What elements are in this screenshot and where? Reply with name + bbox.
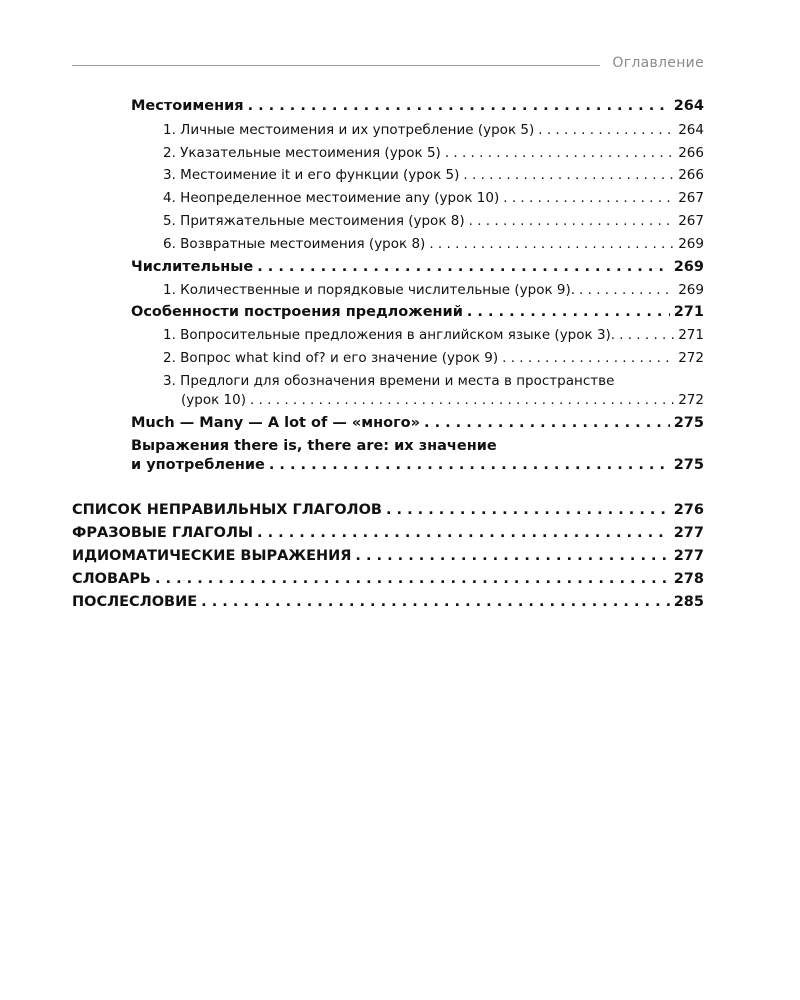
toc-entry[interactable] [72,592,704,612]
toc-entry-title: ИДИОМАТИЧЕСКИЕ ВЫРАЖЕНИЯ [72,548,352,564]
toc-entry[interactable] [72,546,704,566]
toc-entry[interactable] [163,280,704,300]
toc-entry-title-line1[interactable]: Выражения there is, there are: их значение [131,438,497,454]
toc-entry-page: 266 [678,145,704,161]
toc-entry-page: 272 [678,392,704,408]
leader-dots [257,257,669,277]
toc-entry[interactable] [181,390,704,410]
toc-entry-page: 277 [673,548,704,564]
toc-entry[interactable] [163,211,704,231]
toc-entry-page: 271 [678,327,704,343]
toc-entry[interactable] [72,523,704,543]
leader-dots [503,188,674,208]
toc-entry-title: ПОСЛЕСЛОВИЕ [72,594,198,610]
toc-entry-page: 278 [673,571,704,587]
toc-entry-page: 271 [673,304,704,320]
toc-entry-page: 269 [678,282,704,298]
toc-entry-title: 2. Указательные местоимения (урок 5) [163,145,441,161]
leader-dots [155,569,670,589]
toc-entry[interactable] [163,165,704,185]
toc-entry-title: 1. Личные местоимения и их употребление (урок 5) [163,122,535,138]
toc-entry-page: 272 [678,350,704,366]
toc-entry-title: Особенности построения предложений [131,304,463,320]
leader-dots [201,592,670,612]
toc-entry-title-line1[interactable]: 3. Предлоги для обозначения времени и места в пространстве [163,373,615,389]
toc-entry-page: 267 [678,190,704,206]
toc-entry[interactable] [163,188,704,208]
toc-entry-page: 269 [678,236,704,252]
leader-dots [467,302,670,322]
toc-entry[interactable] [131,413,704,433]
toc-entry[interactable] [163,143,704,163]
leader-dots [469,211,675,231]
toc-entry-page: 264 [673,98,704,114]
toc-entry-page: 266 [678,167,704,183]
toc-entry[interactable] [131,257,704,277]
toc-entry-page: 277 [673,525,704,541]
toc-entry-title: 1. Количественные и порядковые числительные (урок 9). [163,282,576,298]
running-header-title: Оглавление [612,55,704,71]
toc-entry[interactable] [72,569,704,589]
leader-dots [445,143,674,163]
toc-entry[interactable] [163,348,704,368]
leader-dots [257,523,670,543]
leader-dots [386,500,670,520]
toc-entry-title: 2. Вопрос what kind of? и его значение (урок 9) [163,350,499,366]
toc-entry-page: 276 [673,502,704,518]
toc-entry-page: 269 [673,259,704,275]
leader-dots [429,234,674,254]
leader-dots [579,280,674,300]
leader-dots [424,413,670,433]
toc-entry-title: 4. Неопределенное местоимение any (урок 10) [163,190,500,206]
toc-entry-page: 285 [673,594,704,610]
toc-entry-page: 275 [673,415,704,431]
toc-entry-title: ФРАЗОВЫЕ ГЛАГОЛЫ [72,525,254,541]
toc-entry[interactable] [131,455,704,475]
leader-dots [269,455,670,475]
toc-entry[interactable] [131,96,704,116]
toc-entry[interactable] [131,302,704,322]
toc-entry-title: 1. Вопросительные предложения в английском языке (урок 3). [163,327,616,343]
toc-entry-title: Much — Many — A lot of — «много» [131,415,421,431]
toc-entry-title: 3. Местоимение it и его функции (урок 5) [163,167,460,183]
toc-entry[interactable] [72,500,704,520]
toc-entry-title: (урок 10) [181,392,246,408]
toc-entry-title: 6. Возвратные местоимения (урок 8) [163,236,426,252]
toc-entry-page: 275 [673,457,704,473]
toc-entry-title: 5. Притяжательные местоимения (урок 8) [163,213,465,229]
toc-entry-page: 267 [678,213,704,229]
leader-dots [355,546,669,566]
leader-dots [538,120,674,140]
toc-entry-page: 264 [678,122,704,138]
toc-entry-title: Местоимения [131,98,244,114]
toc-entry[interactable] [163,234,704,254]
toc-entry-title: Числительные [131,259,254,275]
header-rule [72,65,600,66]
toc-entry[interactable] [163,325,704,345]
leader-dots [619,325,674,345]
toc-entry[interactable] [163,120,704,140]
leader-dots [502,348,674,368]
toc-entry-title: СЛОВАРЬ [72,571,151,587]
toc-entry-title: СПИСОК НЕПРАВИЛЬНЫХ ГЛАГОЛОВ [72,502,382,518]
toc-entry-title: и употребление [131,457,265,473]
leader-dots [463,165,674,185]
leader-dots [250,390,674,410]
leader-dots [248,96,670,116]
